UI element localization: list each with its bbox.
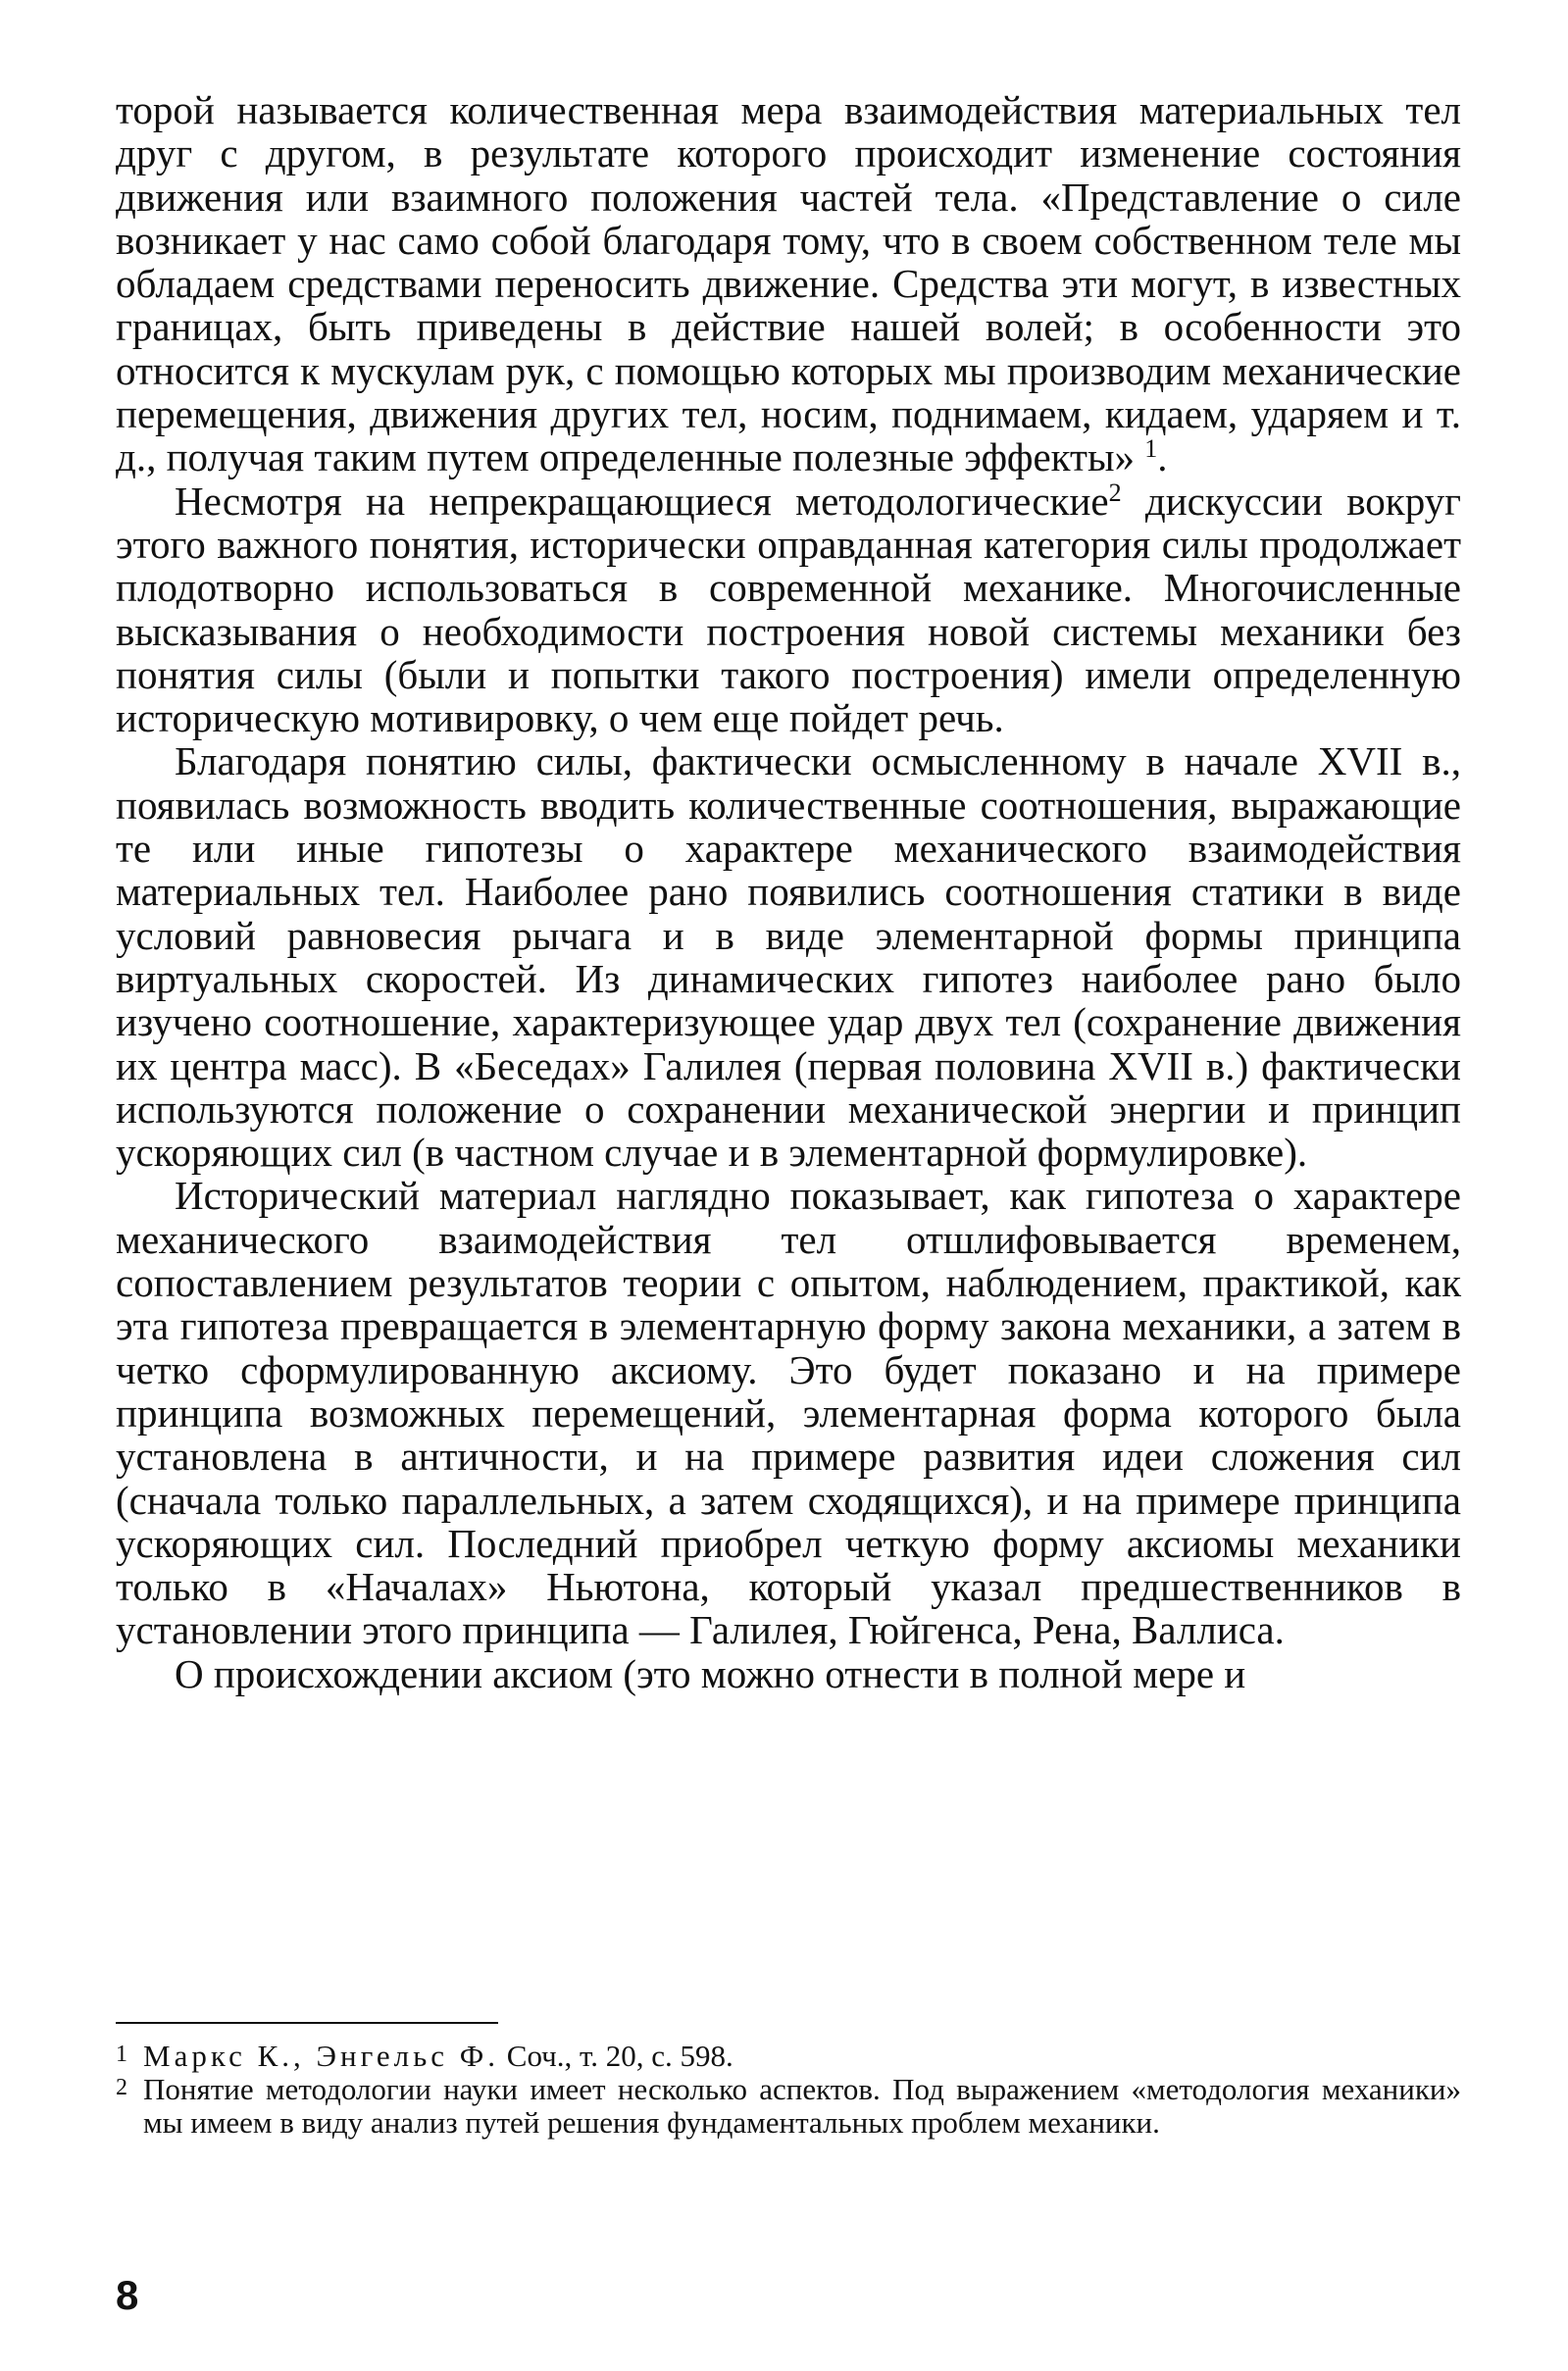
page-number: 8	[116, 2272, 139, 2318]
paragraph-4: Исторический материал наглядно показывает, как гипотеза о характере механического взаимодействия тел отшлифовывается временем, сопоставлением результатов теории с опытом, наблюдением, практикой, как эта гипотеза превращается в элементарную форму закона механики, а затем в четко сформулированную аксиому. Это будет показано и на примере принципа возможных перемещений, элементарная форма которого была установлена в античности, и на примере развития идеи сложения сил (сначала только параллельных, а затем сходящихся), и на примере принципа ускоряющих сил. Последний приобрел четкую форму аксиомы механики только в «Началах» Ньютона, который указал предшественников в установлении этого принципа — Галилея, Гюйгенса, Рена, Валлиса.	[116, 1173, 1461, 1653]
footnote-1-author: Маркс К., Энгельс Ф.	[143, 2039, 500, 2073]
paragraph-1-end: .	[1157, 434, 1168, 480]
paragraph-2-text-b: дискуссии вокруг этого важного понятия, исторически оправданная категория силы продолжает плодотворно использоваться в современной механике. Многочисленные высказывания о необходимости построения новой системы механики без понятия силы (были и попытки такого построения) имели определенную историческую мотивировку, о чем еще пойдет речь.	[116, 478, 1461, 741]
footnote-2-text: Понятие методологии науки имеет несколько аспектов. Под выражением «методология механики» мы имеем в виду анализ путей решения фундаментальных проблем механики.	[143, 2072, 1461, 2140]
paragraph-1	[116, 88, 1461, 479]
footnote-divider	[116, 2022, 498, 2024]
paragraph-1-text: торой называется количественная мера взаимодействия материальных тел друг с другом, в результате которого происходит изменение состояния движения или взаимного положения частей тела. «Представление о силе возникает у нас само собой благодаря тому, что в своем собственном теле мы обладаем средствами переносить движение. Средства эти могут, в известных границах, быть приведены в действие нашей волей; в особенности это относится к мускулам рук, с помощью которых мы производим механические перемещения, движения других тел, носим, поднимаем, кидаем, ударяем и т. д., получая таким путем определенные полезные эффекты»	[116, 87, 1461, 480]
paragraph-3: Благодаря понятию силы, фактически осмысленному в начале XVII в., появилась возможность вводить количественные соотношения, выражающие те или иные гипотезы о характере механического взаимодействия материальных тел. Наиболее рано появились соотношения статики в виде условий равновесия рычага и в виде элементарной формы принципа виртуальных скоростей. Из динамических гипотез наиболее рано было изучено соотношение, характеризующее удар двух тел (сохранение движения их центра масс). В «Беседах» Галилея (первая половина XVII в.) фактически используются положение о сохранении механической энергии и принцип ускоряющих сил (в частном случае и в элементарной формулировке).	[116, 738, 1461, 1176]
paragraph-5: О происхождении аксиом (это можно отнести в полной мере и	[175, 1650, 1246, 1696]
footnote-2	[116, 2073, 1461, 2140]
footnotes	[116, 2040, 1461, 2140]
paragraph-2	[116, 479, 1461, 740]
footnote-1-text: Соч., т. 20, с. 598.	[499, 2039, 733, 2073]
footnote-1	[116, 2040, 1461, 2073]
main-text	[116, 88, 1461, 1695]
footnote-2-mark: 2	[116, 2075, 127, 2100]
paragraph-2-text-a: Несмотря на непрекращающиеся методологические	[175, 478, 1109, 524]
footnote-ref-2: 2	[1108, 478, 1122, 507]
footnote-ref-1: 1	[1144, 434, 1158, 464]
footnote-1-mark: 1	[116, 2042, 127, 2067]
